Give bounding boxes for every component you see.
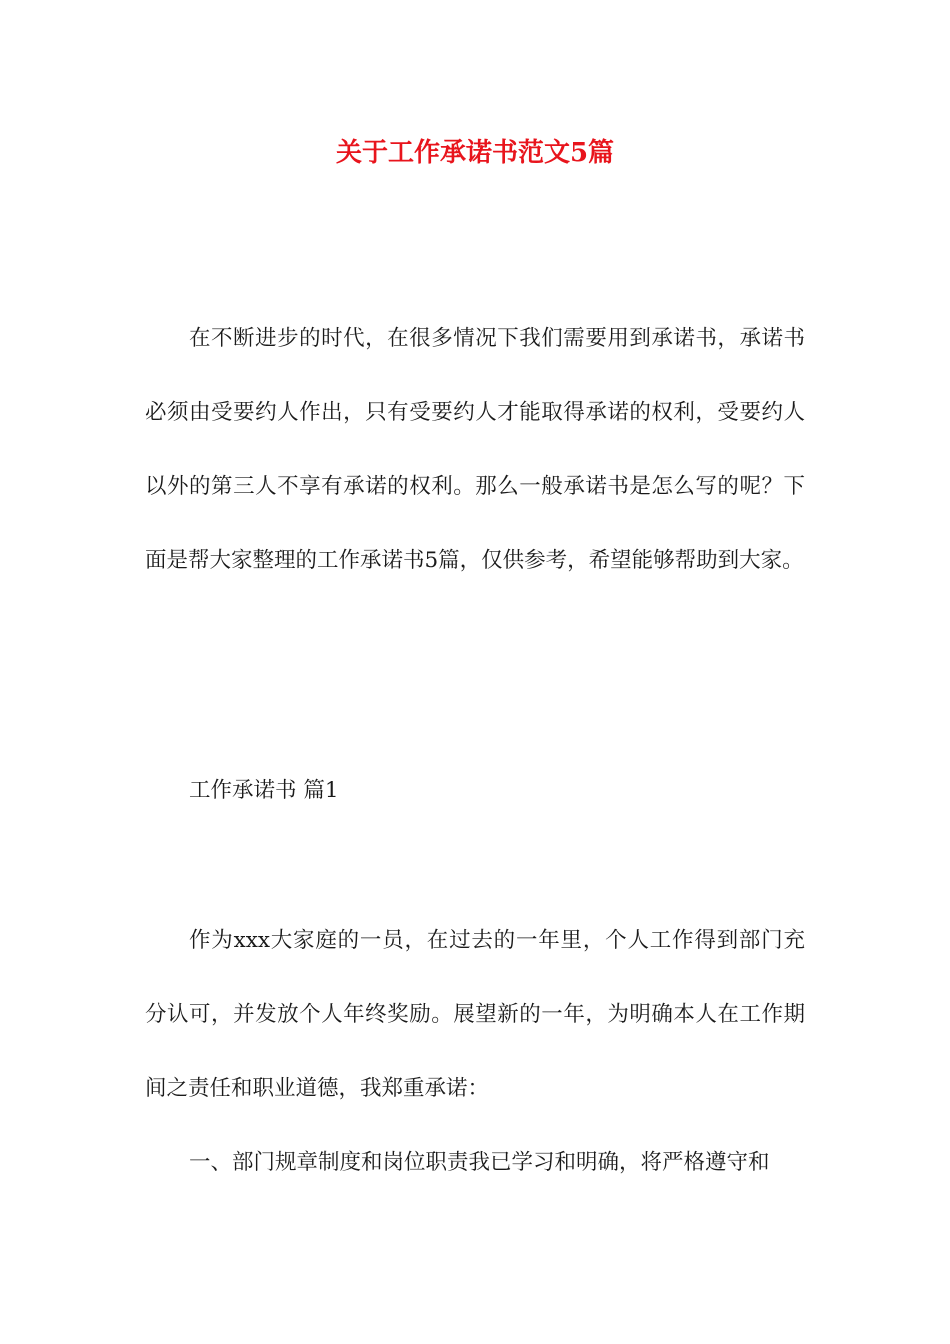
body-paragraph: 作为xxx大家庭的一员，在过去的一年里，个人工作得到部门充分认可，并发放个人年终奖励。展望新的一年，为明确本人在工作期间之责任和职业道德，我郑重承诺： (145, 928, 805, 1101)
section-heading: 工作承诺书 篇1 (189, 778, 339, 803)
body-paragraph: 一、部门规章制度和岗位职责我已学习和明确，将严格遵守和 (189, 1150, 770, 1175)
document-title: 关于工作承诺书范文5篇 (335, 138, 615, 168)
intro-paragraph: 在不断进步的时代，在很多情况下我们需要用到承诺书，承诺书必须由受要约人作出，只有受要约人才能取得承诺的权利，受要约人以外的第三人不享有承诺的权利。那么一般承诺书是怎么写的呢？下面是帮大家整理的工作承诺书5篇，仅供参考，希望能够帮助到大家。 (145, 326, 805, 573)
